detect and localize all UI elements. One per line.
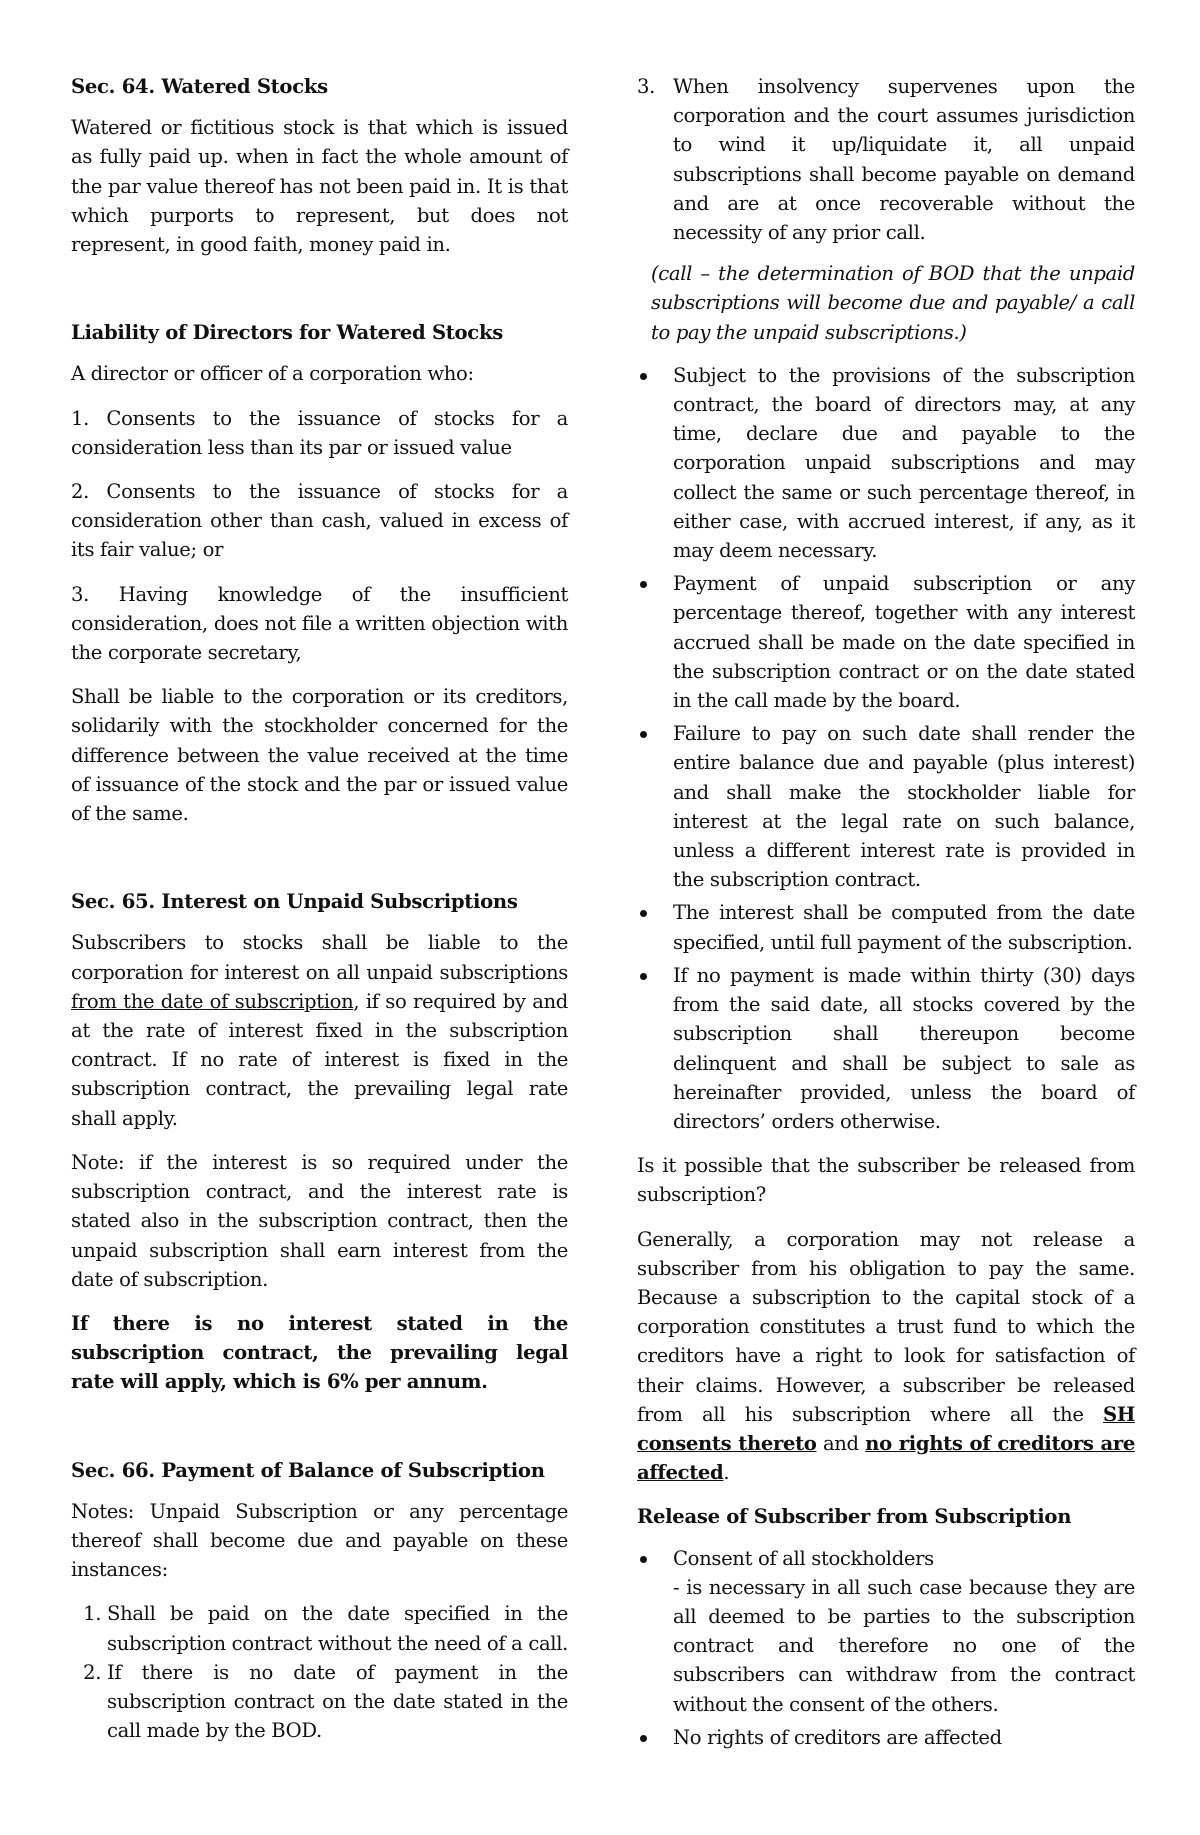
release-question: Is it possible that the subscriber be released from subscription?	[637, 1154, 1135, 1207]
liability-conclusion: Shall be liable to the corporation or its creditors, solidarily with the stockholder concerned for the difference between the value received at the time of issuance of the stock and the par or issued value of the same.	[71, 685, 568, 826]
release-bullets	[637, 1544, 1135, 1752]
payable-instance-3	[637, 72, 1135, 247]
release-heading: Release of Subscriber from Subscription	[637, 1505, 1072, 1529]
sec66-list-item-2: 2. If there is no date of payment in the subscription contract on the date stated in the call made by the BOD.	[107, 1658, 568, 1746]
sec66-list	[71, 1599, 568, 1745]
bullet-icon	[640, 910, 647, 917]
bullet-icon	[640, 581, 647, 588]
release-answer-and: and	[816, 1431, 866, 1455]
sec65-bold-note: If there is no interest stated in the subscription contract, the prevailing legal rate will apply, which is 6% per annum.	[71, 1311, 568, 1394]
payment-bullet-2	[637, 569, 1135, 715]
release-bullet-1-title: Consent of all stockholders	[673, 1546, 934, 1570]
release-bullet-2-text: No rights of creditors are affected	[673, 1725, 1002, 1749]
release-bullet-1	[637, 1544, 1135, 1719]
payment-bullet-5-text: If no payment is made within thirty (30) days from the said date, all stocks covered by the subscription shall thereupon become delinquent and shall be subject to sale as hereinafter provided, unless the board of directors’ orders otherwise.	[673, 963, 1135, 1133]
release-answer-end: .	[723, 1461, 730, 1485]
sec65-body	[71, 928, 568, 1132]
sec64-body: Watered or fictitious stock is that which is issued as fully paid up. when in fact the whole amount of the par value thereof has not been paid in. It is that which purports to represent, but does not represent, in good faith, money paid in.	[71, 116, 568, 257]
sec65-body-post: , if so required by and at the rate of interest fixed in the subscription contract. If no rate of interest is fixed in the subscription contract, the prevailing legal rate shall apply.	[71, 989, 568, 1130]
payment-bullet-4	[637, 898, 1135, 956]
sec65-body-underlined: from the date of subscription	[71, 989, 354, 1013]
no-creditor-rights-phrase: no rights of creditors are affected	[637, 1431, 1135, 1485]
bullet-icon	[640, 731, 647, 738]
bullet-icon	[640, 373, 647, 380]
payable-instance-3-text: When insolvency supervenes upon the corporation and the court assumes jurisdiction to wind it up/liquidate it, all unpaid subscriptions shall become payable on demand and are at once recoverable without the necessity of any prior call.	[673, 75, 1135, 245]
sh-consents-phrase: SH consents thereto	[637, 1402, 1135, 1455]
payment-bullet-4-text: The interest shall be computed from the date specified, until full payment of the subscription.	[673, 901, 1135, 954]
left-column	[71, 72, 568, 1760]
payment-bullet-1	[637, 361, 1135, 565]
sec66-list-item-1: 1. Shall be paid on the date specified in the subscription contract without the need of a call.	[107, 1599, 568, 1657]
release-bullet-1-detail: - is necessary in all such case because they are all deemed to be parties to the subscription contract and therefore no one of the subscribers can withdraw from the contract without the consent of the others.	[673, 1575, 1135, 1716]
liability-intro: A director or officer of a corporation who:	[71, 362, 474, 386]
liability-item-3: 3. Having knowledge of the insufficient consideration, does not file a written objection with the corporate secretary,	[71, 582, 568, 665]
payment-bullet-1-text: Subject to the provisions of the subscription contract, the board of directors may, at any time, declare due and payable to the corporation unpaid subscriptions and may collect the same or such percentage thereof, in either case, with accrued interest, if any, as it may deem necessary.	[673, 363, 1135, 563]
payment-bullet-2-text: Payment of unpaid subscription or any percentage thereof, together with any interest accrued shall be made on the date specified in the subscription contract or on the date stated in the call made by the board.	[673, 572, 1135, 713]
payable-instance-3-number: 3.	[637, 75, 655, 98]
liability-heading: Liability of Directors for Watered Stocks	[71, 321, 503, 345]
release-answer	[637, 1225, 1135, 1488]
call-definition-note: (call – the determination of BOD that the unpaid subscriptions will become due and payable/ a call to pay the unpaid subscriptions.)	[651, 262, 1135, 344]
bullet-icon	[640, 973, 647, 980]
bullet-icon	[640, 1735, 647, 1742]
payment-bullet-3-text: Failure to pay on such date shall render the entire balance due and payable (plus interest) and shall make the stockholder liable for interest at the legal rate on such balance, unless a different interest rate is provided in the subscription contract.	[673, 722, 1135, 892]
sec65-heading: Sec. 65. Interest on Unpaid Subscriptions	[71, 890, 518, 914]
payment-bullets	[637, 361, 1135, 1136]
release-bullet-2	[637, 1723, 1135, 1752]
sec66-notes: Notes: Unpaid Subscription or any percentage thereof shall become due and payable on these instances:	[71, 1499, 568, 1582]
right-column	[637, 72, 1135, 1767]
liability-item-2: 2. Consents to the issuance of stocks for a consideration other than cash, valued in excess of its fair value; or	[71, 480, 568, 562]
bullet-icon	[640, 1556, 647, 1563]
payment-bullet-5	[637, 961, 1135, 1136]
liability-item-1: 1. Consents to the issuance of stocks for a consideration less than its par or issued value	[71, 406, 568, 459]
sec64-heading: Sec. 64. Watered Stocks	[71, 75, 328, 98]
sec65-note: Note: if the interest is so required under the subscription contract, and the interest rate is stated also in the subscription contract, then the unpaid subscription shall earn interest from the date of subscription.	[71, 1150, 568, 1291]
payment-bullet-3	[637, 719, 1135, 894]
release-answer-pre: Generally, a corporation may not release a subscriber from his obligation to pay the same. Because a subscription to the capital stock of a corporation constitutes a trust fund to which the creditors have a right to look for satisfaction of their claims. However, a subscriber be released from all his subscription where all the	[637, 1227, 1135, 1426]
sec66-heading: Sec. 66. Payment of Balance of Subscription	[71, 1458, 545, 1482]
sec65-body-pre: Subscribers to stocks shall be liable to the corporation for interest on all unpaid subscriptions	[71, 931, 568, 984]
